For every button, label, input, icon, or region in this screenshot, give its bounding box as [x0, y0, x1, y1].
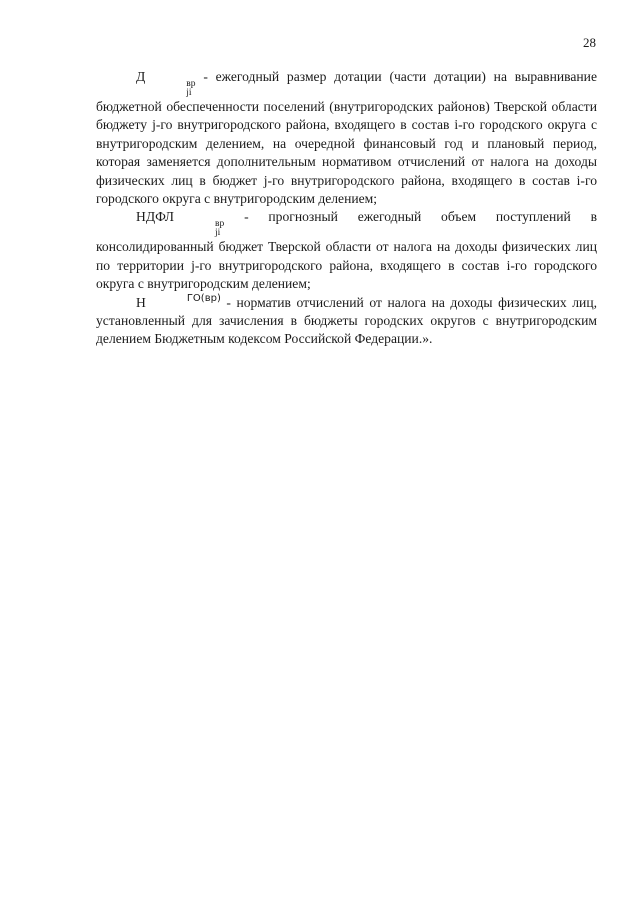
symbol-base: Д	[136, 69, 146, 84]
symbol-indices	[175, 220, 224, 238]
symbol-base: Н	[136, 294, 146, 310]
symbol-subscript: ji	[186, 88, 192, 98]
document-body	[96, 68, 597, 349]
symbol-subscript: ji	[215, 228, 221, 239]
definition-text: - ежегодный размер дотации (части дотации) на выравнивание бюджетной обеспеченности поселений (внутригородских районов) Тверской области бюджету j-го внутригородского района, входящего в состав i-го городского округа с внутригородским делением, на очередной финансовый год и плановый период, которая заменяется дополнительным нормативом отчислений от налога на доходы физических лиц в бюджет j-го внутригородского района, входящего в состав i-го городского округа с внутригородским делением;	[96, 69, 597, 207]
page-number: 28	[583, 35, 596, 50]
definition-text: - норматив отчислений от налога на доходы физических лиц, установленный для зачисления в бюджеты городских округов с внутригородским делением Бюджетным кодексом Российской Федерации.».	[96, 294, 597, 347]
symbol-base: НДФЛ	[136, 209, 175, 225]
definition-paragraph-ndfl	[96, 208, 597, 293]
symbol-indices	[146, 80, 195, 98]
definition-paragraph-norm	[96, 294, 597, 349]
definition-paragraph-subsidy	[96, 68, 597, 208]
formula-symbol-norm	[136, 292, 221, 310]
formula-symbol-ndfl	[136, 209, 225, 239]
formula-symbol-subsidy	[136, 69, 196, 98]
definition-text: - прогнозный ежегодный объем поступлений в консолидированный бюджет Тверской области от налога на доходы физических лиц по территории j-го внутригородского района, входящего в состав i-го городского округа с внутригородским делением;	[96, 209, 597, 292]
symbol-superscript: вр	[215, 219, 225, 230]
symbol-superscript: ГО(вр)	[186, 292, 221, 304]
symbol-superscript: вр	[186, 79, 196, 89]
